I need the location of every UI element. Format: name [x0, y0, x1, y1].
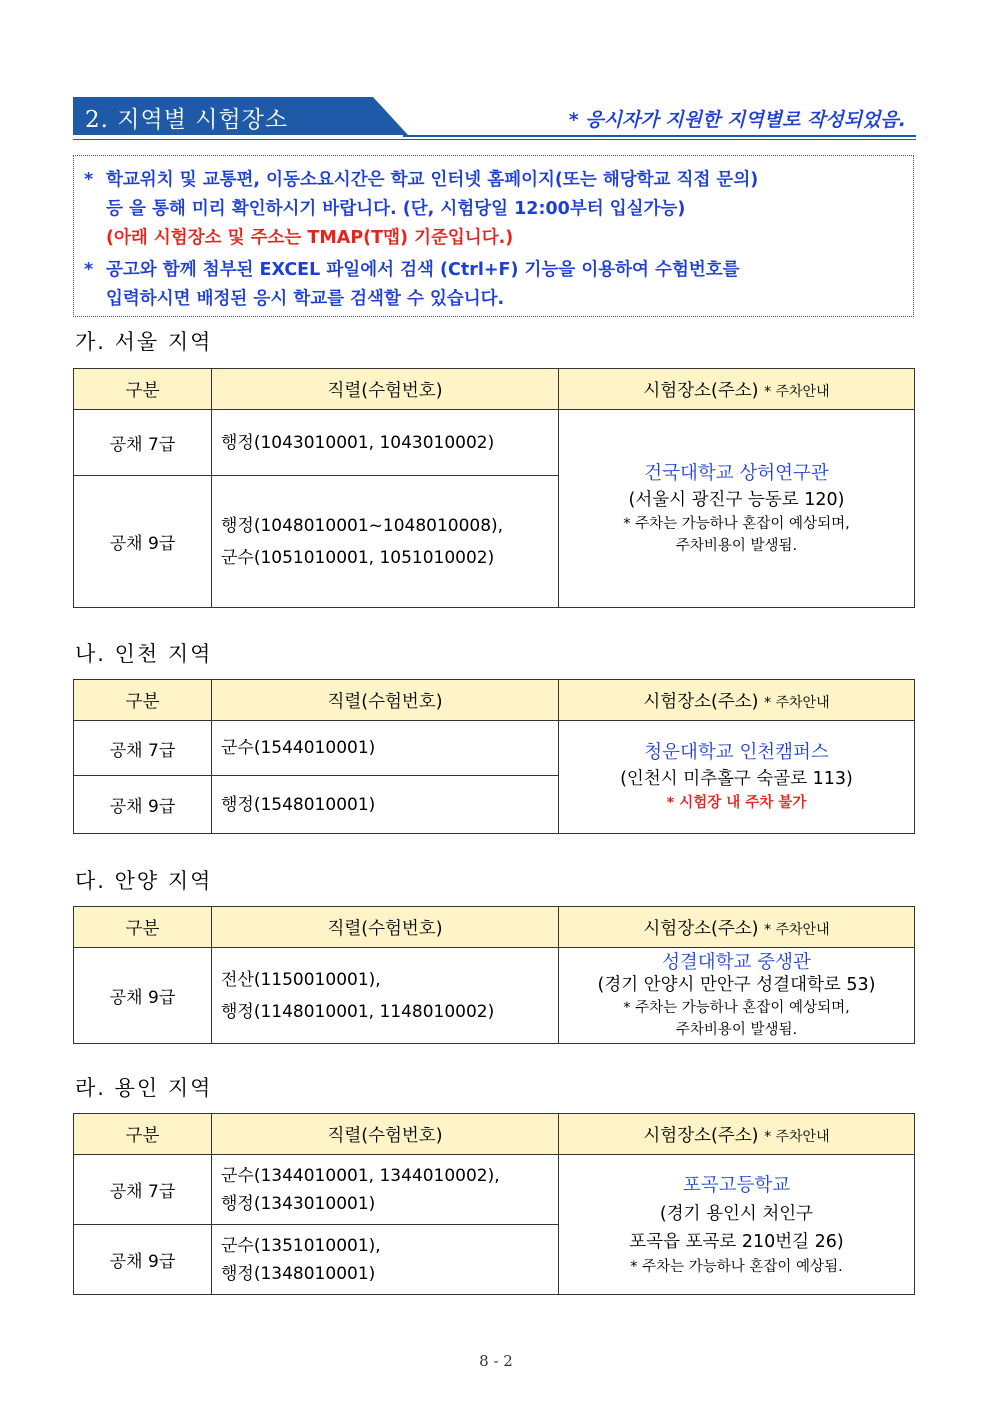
category-cell: 공채 9급: [74, 1225, 212, 1295]
col-place-label: 시험장소(주소): [643, 918, 759, 939]
seoul-table: [73, 368, 915, 608]
region-title-seoul: 가. 서울 지역: [75, 330, 213, 354]
anyang-table: [73, 906, 915, 1044]
position-text: 군수(1544010001): [221, 738, 376, 758]
col-place: [559, 907, 915, 948]
position-text: 행정(1348010001): [221, 1263, 376, 1284]
col-place: [559, 369, 915, 410]
table-header-row: [74, 369, 915, 410]
place-address: (경기 용인시 처인구: [659, 1203, 814, 1224]
notice-warning: (아래 시험장소 및 주소는 TMAP(T맵) 기준입니다.): [106, 228, 514, 248]
position-cell: [212, 476, 559, 608]
position-cell: [212, 1225, 559, 1295]
parking-note: * 주차는 가능하나 혼잡이 예상되며,: [623, 999, 850, 1016]
position-text: 전산(1150010001),: [221, 969, 381, 990]
notice-text: 입력하시면 배정된 응시 학교를 검색할 수 있습니다.: [106, 289, 505, 309]
col-place: [559, 680, 915, 721]
notice-item: [84, 256, 903, 314]
place-cell: [559, 721, 915, 834]
col-category: 구분: [74, 369, 212, 410]
category-cell: 공채 7급: [74, 721, 212, 776]
place-address: (인천시 미추홀구 숙골로 113): [620, 769, 853, 789]
place-address: (서울시 광진구 능동로 120): [628, 489, 845, 510]
place-cell: [559, 410, 915, 608]
position-text: 군수(1351010001),: [221, 1235, 381, 1256]
col-position: 직렬(수험번호): [212, 680, 559, 721]
incheon-table: [73, 679, 915, 834]
table-row: [74, 410, 915, 476]
col-place-label: 시험장소(주소): [643, 380, 759, 401]
notice-text: 공고와 함께 첨부된 EXCEL 파일에서 검색 (Ctrl+F) 기능을 이용하여 수험번호를: [106, 260, 740, 280]
place-cell: [559, 948, 915, 1044]
place-address: (경기 안양시 만안구 성결대학로 53): [597, 974, 876, 995]
position-text: 행정(1048010001~1048010008),: [221, 515, 504, 536]
region-title-incheon: 나. 인천 지역: [75, 642, 213, 666]
col-position: 직렬(수험번호): [212, 369, 559, 410]
position-cell: [212, 1155, 559, 1225]
header-rule: [403, 135, 916, 137]
position-text: 행정(1343010001): [221, 1193, 376, 1214]
notice-text: 등 을 통해 미리 확인하시기 바랍니다. (단, 시험당일 12:00부터 입실가능): [106, 199, 686, 219]
col-position: 직렬(수험번호): [212, 1114, 559, 1155]
position-cell: [212, 410, 559, 476]
col-place-label: 시험장소(주소): [643, 691, 759, 712]
place-address: 포곡읍 포곡로 210번길 26): [629, 1231, 844, 1252]
position-text: 군수(1051010001, 1051010002): [221, 547, 495, 568]
col-category: 구분: [74, 1114, 212, 1155]
category-cell: 공채 7급: [74, 1155, 212, 1225]
place-name: 청운대학교 인천캠퍼스: [644, 742, 829, 763]
position-text: 군수(1344010001, 1344010002),: [221, 1165, 500, 1186]
parking-note: * 시험장 내 주차 불가: [666, 795, 807, 811]
place-cell: [559, 1155, 915, 1295]
col-place-label: 시험장소(주소): [643, 1125, 759, 1146]
table-row: [74, 721, 915, 776]
place-name: 건국대학교 상허연구관: [644, 462, 829, 484]
col-position: 직렬(수험번호): [212, 907, 559, 948]
page-number: 8 - 2: [479, 1352, 513, 1370]
category-cell: 공채 9급: [74, 776, 212, 834]
category-cell: 공채 9급: [74, 948, 212, 1044]
notice-text: 학교위치 및 교통편, 이동소요시간은 학교 인터넷 홈페이지(또는 해당학교 직접 문의): [106, 170, 759, 190]
position-text: 행정(1548010001): [221, 794, 376, 815]
yongin-table: [73, 1113, 915, 1295]
region-title-anyang: 다. 안양 지역: [75, 869, 213, 893]
table-header-row: [74, 680, 915, 721]
table-row: [74, 1155, 915, 1225]
place-name: 포곡고등학교: [682, 1174, 791, 1196]
header-rule-thin: [73, 139, 916, 140]
table-row: [74, 948, 915, 1044]
table-header-row: [74, 907, 915, 948]
parking-note: 주차비용이 발생됨.: [675, 1021, 798, 1038]
parking-label: * 주차안내: [764, 921, 830, 938]
parking-label: * 주차안내: [764, 1128, 830, 1145]
position-cell: [212, 948, 559, 1044]
asterisk-icon: *: [84, 260, 94, 280]
position-text: 행정(1148010001, 1148010002): [221, 1001, 495, 1022]
position-cell: [212, 776, 559, 834]
position-cell: [212, 721, 559, 776]
category-cell: 공채 9급: [74, 476, 212, 608]
col-category: 구분: [74, 680, 212, 721]
position-text: 행정(1043010001, 1043010002): [221, 432, 495, 453]
parking-label: * 주차안내: [764, 383, 830, 400]
header-note: * 응시자가 지원한 지역별로 작성되었음.: [568, 109, 906, 131]
col-category: 구분: [74, 907, 212, 948]
table-header-row: [74, 1114, 915, 1155]
parking-note: * 주차는 가능하나 혼잡이 예상됨.: [630, 1258, 843, 1275]
asterisk-icon: *: [84, 170, 94, 190]
parking-label: * 주차안내: [764, 694, 830, 711]
parking-note: * 주차는 가능하나 혼잡이 예상되며,: [623, 515, 850, 532]
parking-note: 주차비용이 발생됨.: [675, 537, 798, 554]
notice-box: [73, 155, 914, 317]
section-title: 2. 지역별 시험장소: [85, 107, 289, 133]
col-place: [559, 1114, 915, 1155]
region-title-yongin: 라. 용인 지역: [75, 1076, 213, 1100]
notice-item: [84, 166, 903, 253]
section-header: [73, 97, 916, 141]
category-cell: 공채 7급: [74, 410, 212, 476]
place-name: 성결대학교 중생관: [662, 951, 811, 973]
